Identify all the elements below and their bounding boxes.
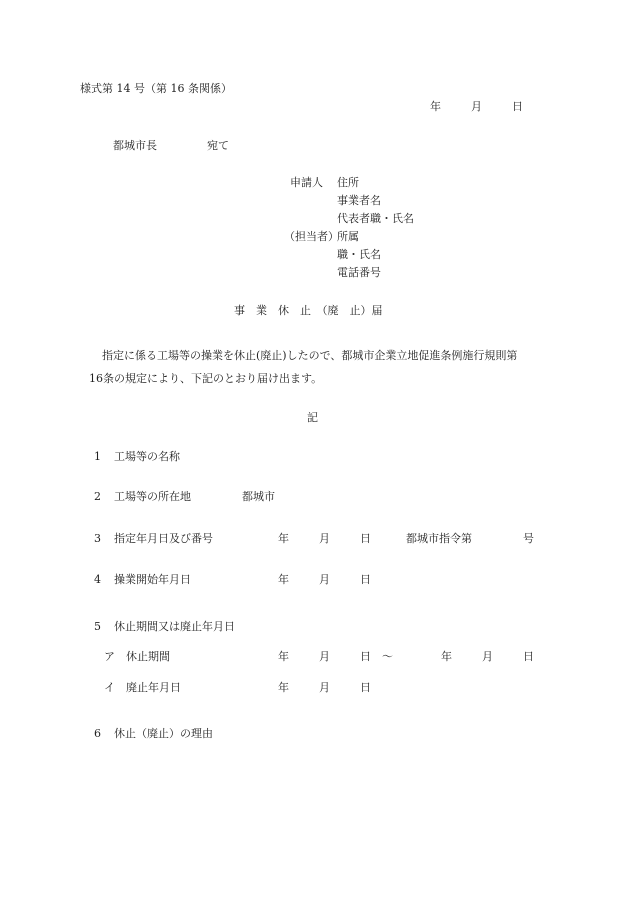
- item-3-number: 3: [94, 532, 101, 545]
- applicant-address: 住所: [337, 176, 359, 189]
- item-1-number: 1: [94, 450, 101, 463]
- addressee-name: 都城市長: [113, 139, 157, 152]
- date-month: 月: [471, 100, 482, 113]
- item-5a-label: 休止期間: [126, 650, 170, 663]
- item-5-number: 5: [94, 620, 101, 633]
- item-3-year: 年: [278, 532, 289, 545]
- date-day: 日: [512, 100, 523, 113]
- item-1-label: 工場等の名称: [114, 450, 180, 463]
- item-5a-year: 年: [278, 650, 289, 663]
- item-6-number: 6: [94, 727, 101, 740]
- item-3-label: 指定年月日及び番号: [114, 532, 213, 545]
- item-2-number: 2: [94, 490, 101, 503]
- date-year: 年: [430, 100, 441, 113]
- item-5b-mark: イ: [104, 681, 115, 694]
- contact-phone: 電話番号: [337, 266, 381, 279]
- ki-heading: 記: [307, 411, 318, 424]
- applicant-label: 申請人: [290, 176, 323, 189]
- item-5a-mark: ア: [104, 650, 115, 663]
- applicant-representative: 代表者職・氏名: [337, 212, 414, 225]
- addressee-suffix: 宛て: [207, 139, 229, 152]
- contact-title-name: 職・氏名: [337, 248, 381, 261]
- item-4-day: 日: [360, 573, 371, 586]
- item-3-month: 月: [319, 532, 330, 545]
- document-title: 事 業 休 止 （廃 止）届: [234, 304, 383, 317]
- item-5b-day: 日: [360, 681, 371, 694]
- item-3-ref: 都城市指令第: [406, 532, 472, 545]
- item-2-label: 工場等の所在地: [114, 490, 191, 503]
- applicant-business-name: 事業者名: [337, 194, 381, 207]
- item-4-month: 月: [319, 573, 330, 586]
- item-2-value: 都城市: [242, 490, 275, 503]
- item-4-year: 年: [278, 573, 289, 586]
- item-5a-day: 日: [360, 650, 371, 663]
- item-5b-month: 月: [319, 681, 330, 694]
- item-5a-month: 月: [319, 650, 330, 663]
- item-5a-month-2: 月: [482, 650, 493, 663]
- item-5a-tilde: ～: [382, 650, 393, 663]
- item-6-label: 休止（廃止）の理由: [114, 727, 213, 740]
- item-5a-year-2: 年: [441, 650, 452, 663]
- body-line-2: 16条の規定により、下記のとおり届け出ます。: [89, 372, 323, 385]
- body-line-1: 指定に係る工場等の操業を休止(廃止)したので、都城市企業立地促進条例施行規則第: [102, 349, 518, 362]
- item-3-go: 号: [523, 532, 534, 545]
- form-number: 様式第 14 号（第 16 条関係）: [80, 82, 232, 95]
- item-4-number: 4: [94, 573, 101, 586]
- item-5b-label: 廃止年月日: [126, 681, 181, 694]
- item-4-label: 操業開始年月日: [114, 573, 191, 586]
- contact-department: 所属: [337, 230, 359, 243]
- contact-label: （担当者）: [284, 230, 339, 243]
- item-3-day: 日: [360, 532, 371, 545]
- item-5-label: 休止期間又は廃止年月日: [114, 620, 235, 633]
- item-5a-day-2: 日: [523, 650, 534, 663]
- item-5b-year: 年: [278, 681, 289, 694]
